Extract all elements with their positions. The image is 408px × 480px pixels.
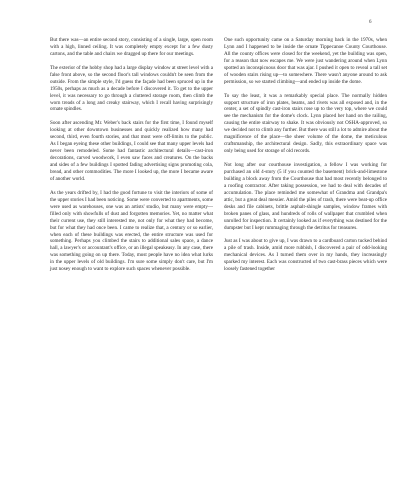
paragraph: Soon after ascending Mr. Weber's back stairs for the first time, I found myself looking at other downtown businesses and quickly realized how many had second, third, even fourth stories, and that most were off-limits to the public. As I began eyeing these other buildings, I could see that many upper levels had never been remodeled. Some had fantastic architectural details—cast-iron decorations, carved woodwork, I even saw faces and creatures. On the backs and sides of a few buildings I spotted fading advertising signs promoting cola, bread, and other commodities. The more I looked up, the more I became aware of another world.: [50, 120, 213, 182]
right-column: [224, 37, 387, 280]
left-column: [50, 37, 213, 280]
paragraph: Just as I was about to give up, I was drawn to a cardboard carton tucked behind a pile of trash. Inside, amid more rubbish, I discovered a pair of odd-looking mechanical devices. As I turned them over in my hands, they increasingly sparked my interest. Each was constructed of two cast-brass pieces which were loosely fastened together: [224, 238, 387, 273]
paragraph: The exterior of the hobby shop had a large display window at street level with a false front above, so the second floor's tall windows couldn't be seen from the outside. From the simple style, I'd guess the façade had been spruced up in the 1950s, perhaps as much as a decade before I discovered it. To get to the upper level, it was necessary to go through a cluttered storage room, then climb the worn treads of a long and creaky stairway, which I recall having surprisingly ornate spindles.: [50, 64, 213, 113]
paragraph: To say the least, it was a remarkably special place. The normally hidden support structure of iron plates, beams, and rivets was all exposed and, in the center, a set of spindly cast-iron stairs rose up to the very top, where we could see the mechanism for the dome's clock. Lynn placed her hand on the railing, causing the entire stairway to shake. It was obviously not OSHA-approved, so we decided not to climb any further. But there was still a lot to admire about the magnificence of the place—the sheer volume of the dome, the meticulous craftsmanship, the architectural design. Sadly, this extraordinary space was only being used for storage of old records.: [224, 92, 387, 155]
page-number: 6: [369, 20, 372, 25]
paragraph: As the years drifted by, I had the good fortune to visit the interiors of some of the upper stories I had been noticing. Some were converted to apartments, some were used as warehouses, one was an artists' studio, but many were empty—filled only with showfulls of dust and forgotten memories. Yet, no matter what their current use, they still interested me, not only for what they had become, but for what they had once been. I came to realize that, a century or so earlier, when each of these buildings was erected, the entire structure was used for something. Perhaps you climbed the stairs to additional sales space, a dance hall, a lawyer's or accountant's office, or an illegal speakeasy. In any case, there was something going on up there. Today, most people have no idea what lurks in the upper levels of old buildings. I'm sure some simply don't care, but I'm just nosey enough to want to explore such spaces whenever possible.: [50, 189, 213, 273]
paragraph: One such opportunity came on a Saturday morning back in the 1970s, when Lynn and I happened to be inside the ornate Tippecanoe County Courthouse. All the county offices were closed for the weekend, yet the building was open, for a reason that now escapes me. We were just wandering around when Lynn spotted an inconspicuous door that was ajar. I pushed it open to reveal a tall set of wooden stairs rising up—to somewhere. There wasn't anyone around to ask permission, so we started climbing—and ended up inside the dome.: [224, 37, 387, 85]
paragraph: Not long after our courthouse investigation, a fellow I was working for purchased an old 4-story (5 if you counted the basement) brick-and-limestone building a block away from the Courthouse that had most recently belonged to a roofing contractor. After taking possession, we had to deal with decades of accumulation. The place reminded me somewhat of Grandma and Grandpa's attic, but a great deal messier. Amid the piles of trash, there were beat-up office desks and file cabinets, brittle asphalt-shingle samples, window frames with broken panes of glass, and hundreds of rolls of wallpaper that crumbled when unrolled for inspection. It certainly looked as if everything was destined for the dumpster but I kept rummaging through the detritus for treasures.: [224, 162, 387, 231]
paragraph: But there was—an entire second story, consisting of a single, large, open room with a high, linned ceiling. It was completely empty except for a few dusty cartons, and the table and chairs we dragged up there for our meetings.: [50, 37, 213, 57]
